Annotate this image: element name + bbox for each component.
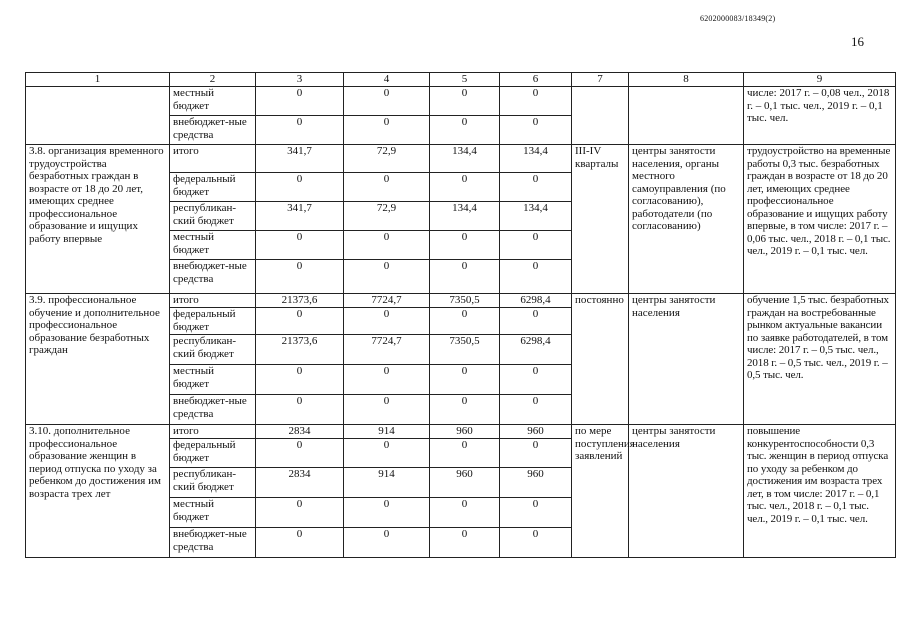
funding-source: федеральный бюджет	[170, 439, 256, 468]
value-cell: 0	[256, 116, 344, 145]
value-cell: 0	[256, 498, 344, 528]
value-cell: 0	[344, 365, 430, 395]
value-cell: 72,9	[344, 202, 430, 231]
value-cell: 0	[344, 231, 430, 260]
table-row	[26, 145, 896, 173]
value-cell: 0	[256, 395, 344, 425]
header-cell: 1	[26, 73, 170, 87]
header-cell: 6	[500, 73, 572, 87]
value-cell: 0	[500, 260, 572, 294]
value-cell: 0	[256, 231, 344, 260]
value-cell: 134,4	[430, 145, 500, 173]
measure-title: 3.9. профессиональное обучение и дополнительное профессиональное образование безработных граждан	[26, 294, 170, 425]
value-cell: 0	[344, 439, 430, 468]
value-cell: 0	[256, 308, 344, 335]
page-number: 16	[851, 34, 864, 49]
header-cell: 3	[256, 73, 344, 87]
value-cell: 0	[430, 173, 500, 202]
value-cell: 0	[256, 87, 344, 116]
value-cell: 0	[430, 439, 500, 468]
value-cell: 341,7	[256, 145, 344, 173]
value-cell: 0	[500, 173, 572, 202]
document-code: 6202000083/18349(2)	[700, 14, 776, 23]
value-cell: 0	[430, 260, 500, 294]
value-cell: 0	[256, 260, 344, 294]
funding-source: внебюджет-ные средства	[170, 528, 256, 558]
funding-source: местный бюджет	[170, 365, 256, 395]
funding-source: итого	[170, 294, 256, 308]
table-row	[26, 87, 896, 116]
value-cell: 7350,5	[430, 294, 500, 308]
header-row	[26, 73, 896, 87]
value-cell: 21373,6	[256, 335, 344, 365]
executor-cell: центры занятости населения, органы местного самоуправления (по согласованию), работодатели (по согласованию)	[629, 145, 744, 294]
value-cell: 0	[430, 528, 500, 558]
value-cell: 960	[430, 425, 500, 439]
value-cell: 0	[256, 365, 344, 395]
executor-cell: центры занятости населения	[629, 425, 744, 558]
value-cell: 134,4	[430, 202, 500, 231]
value-cell: 0	[430, 498, 500, 528]
value-cell: 0	[500, 365, 572, 395]
value-cell: 0	[344, 87, 430, 116]
value-cell: 0	[500, 231, 572, 260]
funding-source: внебюджет-ные средства	[170, 260, 256, 294]
measure-cell	[26, 87, 170, 145]
value-cell: 7724,7	[344, 294, 430, 308]
funding-source: итого	[170, 145, 256, 173]
value-cell: 914	[344, 468, 430, 498]
value-cell: 0	[430, 365, 500, 395]
value-cell: 0	[256, 173, 344, 202]
header-cell: 4	[344, 73, 430, 87]
value-cell: 0	[256, 528, 344, 558]
value-cell: 134,4	[500, 145, 572, 173]
result-cell: трудоустройство на временные работы 0,3 тыс. безработных граждан в возрасте от 18 до 20 лет, имеющих среднее профессиональное образование и ищущих работу впервые, в том числе: 2017 г. – 0,06 тыс. чел., 2018 г. – 0,1 тыс. чел., 2019 г. – 0,1 тыс. чел.	[744, 145, 896, 294]
period-cell	[572, 87, 629, 145]
value-cell: 0	[430, 395, 500, 425]
header-cell: 7	[572, 73, 629, 87]
period-cell: III-IV кварталы	[572, 145, 629, 294]
value-cell: 0	[500, 87, 572, 116]
funding-source: республикан-ский бюджет	[170, 202, 256, 231]
funding-source: итого	[170, 425, 256, 439]
executor-cell: центры занятости населения	[629, 294, 744, 425]
executor-cell	[629, 87, 744, 145]
funding-source: внебюджет-ные средства	[170, 116, 256, 145]
value-cell: 0	[344, 528, 430, 558]
value-cell: 0	[500, 528, 572, 558]
value-cell: 0	[500, 439, 572, 468]
value-cell: 0	[500, 498, 572, 528]
value-cell: 0	[344, 116, 430, 145]
value-cell: 0	[344, 308, 430, 335]
value-cell: 21373,6	[256, 294, 344, 308]
value-cell: 0	[500, 395, 572, 425]
value-cell: 0	[344, 498, 430, 528]
value-cell: 7724,7	[344, 335, 430, 365]
value-cell: 134,4	[500, 202, 572, 231]
value-cell: 6298,4	[500, 335, 572, 365]
measure-title: 3.10. дополнительное профессиональное образование женщин в период отпуска по уходу за ребенком до достижения им возраста трех лет	[26, 425, 170, 558]
header-cell: 5	[430, 73, 500, 87]
funding-source: республикан-ский бюджет	[170, 468, 256, 498]
result-cell: обучение 1,5 тыс. безработных граждан на востребованные рынком актуальные вакансии по заявке работодателей, в том числе: 2017 г. – 0,5 тыс. чел., 2018 г. – 0,5 тыс. чел., 2019 г. – 0,5 тыс. чел.	[744, 294, 896, 425]
funding-source: местный бюджет	[170, 231, 256, 260]
value-cell: 0	[256, 439, 344, 468]
funding-source: внебюджет-ные средства	[170, 395, 256, 425]
value-cell: 2834	[256, 425, 344, 439]
header-cell: 8	[629, 73, 744, 87]
value-cell: 914	[344, 425, 430, 439]
value-cell: 0	[430, 308, 500, 335]
period-cell: по мере поступления заявлений	[572, 425, 629, 558]
value-cell: 960	[500, 425, 572, 439]
table-row	[26, 425, 896, 439]
value-cell: 72,9	[344, 145, 430, 173]
value-cell: 0	[500, 116, 572, 145]
value-cell: 7350,5	[430, 335, 500, 365]
value-cell: 0	[430, 116, 500, 145]
value-cell: 6298,4	[500, 294, 572, 308]
program-table	[25, 72, 896, 558]
funding-source: местный бюджет	[170, 87, 256, 116]
funding-source: федеральный бюджет	[170, 173, 256, 202]
funding-source: республикан-ский бюджет	[170, 335, 256, 365]
header-cell: 9	[744, 73, 896, 87]
value-cell: 960	[430, 468, 500, 498]
value-cell: 341,7	[256, 202, 344, 231]
value-cell: 0	[344, 395, 430, 425]
value-cell: 0	[500, 308, 572, 335]
value-cell: 2834	[256, 468, 344, 498]
period-cell: постоянно	[572, 294, 629, 425]
value-cell: 0	[430, 87, 500, 116]
measure-title: 3.8. организация временного трудоустройства безработных граждан в возрасте от 18 до 20 лет, имеющих среднее профессиональное образование и ищущих работу впервые	[26, 145, 170, 294]
funding-source: местный бюджет	[170, 498, 256, 528]
header-cell: 2	[170, 73, 256, 87]
value-cell: 0	[344, 173, 430, 202]
value-cell: 0	[344, 260, 430, 294]
value-cell: 0	[430, 231, 500, 260]
funding-source: федеральный бюджет	[170, 308, 256, 335]
value-cell: 960	[500, 468, 572, 498]
table-row	[26, 294, 896, 308]
result-cell: числе: 2017 г. – 0,08 чел., 2018 г. – 0,1 тыс. чел., 2019 г. – 0,1 тыс. чел.	[744, 87, 896, 145]
result-cell: повышение конкурентоспособности 0,3 тыс. женщин в период отпуска по уходу за ребенком до достижения им возраста трех лет, в том числе: 2017 г. – 0,1 тыс. чел., 2018 г. – 0,1 тыс. чел., 2019 г. – 0,1 тыс. чел.	[744, 425, 896, 558]
